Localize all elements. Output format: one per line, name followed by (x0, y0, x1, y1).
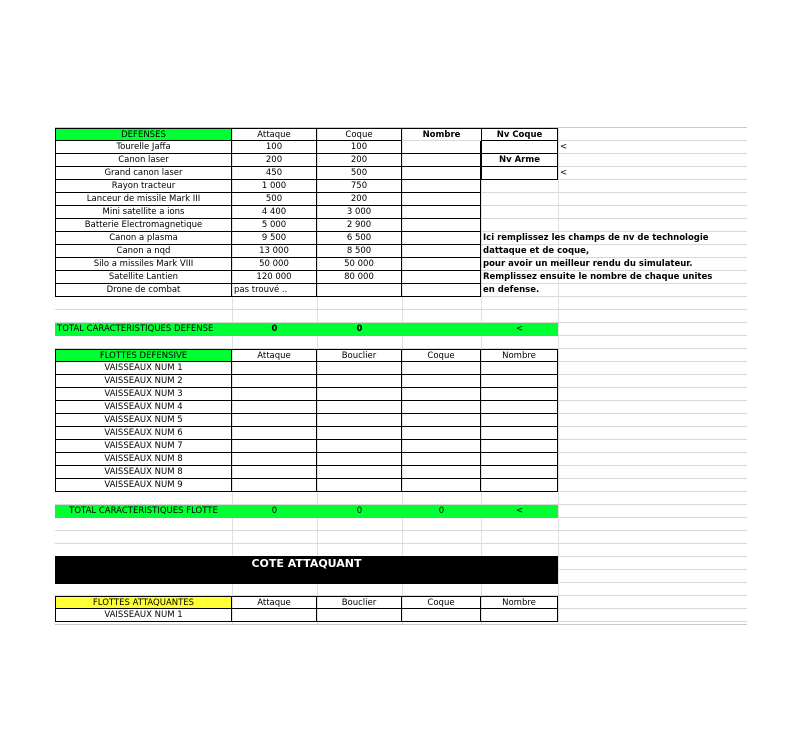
fleet-bouclier-input[interactable] (317, 375, 402, 388)
defense-nombre-input[interactable] (402, 245, 481, 258)
defense-nombre-input[interactable] (402, 232, 481, 245)
defense-name: Drone de combat (55, 284, 232, 297)
total-defense-blank (402, 323, 481, 336)
nv-arme-label: Nv Arme (481, 154, 558, 167)
total-flotte-arrow: < (481, 505, 558, 518)
fleet-bouclier-input[interactable] (317, 466, 402, 479)
fleet-def-name: VAISSEAUX NUM 5 (55, 414, 232, 427)
nombre-header: Nombre (402, 128, 481, 141)
fleet-attaque-input[interactable] (232, 401, 317, 414)
fleet-coque-input[interactable] (402, 375, 481, 388)
total-flotte-bouclier: 0 (317, 505, 402, 518)
defense-coque: 80 000 (317, 271, 402, 284)
note-line: pour avoir un meilleur rendu du simulateur. (483, 259, 693, 269)
defense-header-label: DEFENSES (55, 128, 232, 141)
defense-attaque: 100 (232, 141, 317, 154)
attaque-header: Attaque (232, 128, 317, 141)
defense-row (55, 232, 747, 245)
fleet-nombre-input[interactable] (481, 609, 558, 622)
fleet-coque-input[interactable] (402, 427, 481, 440)
fleet-def-name: VAISSEAUX NUM 8 (55, 453, 232, 466)
fleet-def-header-row (55, 349, 747, 362)
fleet-def-header-label: FLOTTES DEFENSIVE (55, 349, 232, 362)
total-flotte-label: TOTAL CARACTERISTIQUES FLOTTE (55, 505, 232, 518)
attaque-header: Attaque (232, 349, 317, 362)
bouclier-header: Bouclier (317, 596, 402, 609)
defense-coque: 100 (317, 141, 402, 154)
fleet-def-row (55, 414, 747, 427)
defense-nombre-input[interactable] (402, 141, 481, 154)
total-flotte-coque: 0 (402, 505, 481, 518)
fleet-def-row (55, 427, 747, 440)
coque-header: Coque (402, 349, 481, 362)
fleet-coque-input[interactable] (402, 609, 481, 622)
fleet-attaque-input[interactable] (232, 362, 317, 375)
fleet-nombre-input[interactable] (481, 388, 558, 401)
fleet-nombre-input[interactable] (481, 466, 558, 479)
defense-coque (317, 284, 402, 297)
fleet-att-header-row (55, 596, 747, 609)
fleet-attaque-input[interactable] (232, 466, 317, 479)
fleet-nombre-input[interactable] (481, 375, 558, 388)
fleet-coque-input[interactable] (402, 401, 481, 414)
fleet-def-row (55, 466, 747, 479)
fleet-bouclier-input[interactable] (317, 453, 402, 466)
defense-row (55, 284, 747, 297)
total-defense-label: TOTAL CARACTERISTIQUES DEFENSE (55, 323, 232, 336)
defense-row (55, 193, 747, 206)
defense-row (55, 271, 747, 284)
sheet-row (55, 583, 747, 596)
defense-name: Silo a missiles Mark VIII (55, 258, 232, 271)
defense-nombre-input[interactable] (402, 284, 481, 297)
cote-attaquant-banner: COTE ATTAQUANT (55, 556, 558, 584)
fleet-bouclier-input[interactable] (317, 414, 402, 427)
fleet-attaque-input[interactable] (232, 427, 317, 440)
defense-attaque: 5 000 (232, 219, 317, 232)
coque-header: Coque (402, 596, 481, 609)
defense-name: Canon a plasma (55, 232, 232, 245)
total-defense-row (55, 323, 747, 336)
defense-name: Tourelle Jaffa (55, 141, 232, 154)
sheet-row (55, 336, 747, 349)
defense-row (55, 141, 747, 154)
nv-coque-header: Nv Coque (481, 128, 558, 141)
defense-nombre-input[interactable] (402, 193, 481, 206)
defense-row (55, 219, 747, 232)
fleet-nombre-input[interactable] (481, 427, 558, 440)
fleet-attaque-input[interactable] (232, 609, 317, 622)
total-defense-arrow: < (481, 323, 558, 336)
defense-attaque: 50 000 (232, 258, 317, 271)
fleet-def-name: VAISSEAUX NUM 7 (55, 440, 232, 453)
defense-nombre-input[interactable] (402, 258, 481, 271)
total-flotte-attaque: 0 (232, 505, 317, 518)
defense-attaque: 13 000 (232, 245, 317, 258)
fleet-def-name: VAISSEAUX NUM 2 (55, 375, 232, 388)
defense-nombre-input[interactable] (402, 271, 481, 284)
sheet-row (55, 310, 747, 323)
note-line: en defense. (483, 285, 540, 295)
defense-coque: 3 000 (317, 206, 402, 219)
fleet-def-name: VAISSEAUX NUM 4 (55, 401, 232, 414)
nv-arme-input[interactable] (481, 167, 558, 180)
fleet-def-row (55, 440, 747, 453)
fleet-attaque-input[interactable] (232, 453, 317, 466)
fleet-att-name: VAISSEAUX NUM 1 (55, 609, 232, 622)
defense-attaque: 200 (232, 154, 317, 167)
nombre-header: Nombre (481, 596, 558, 609)
fleet-nombre-input[interactable] (481, 414, 558, 427)
defense-header-row (55, 128, 747, 141)
fleet-bouclier-input[interactable] (317, 440, 402, 453)
fleet-def-row (55, 453, 747, 466)
defense-nombre-input[interactable] (402, 206, 481, 219)
defense-attaque: 9 500 (232, 232, 317, 245)
sheet-row (55, 518, 747, 531)
fleet-def-name: VAISSEAUX NUM 3 (55, 388, 232, 401)
total-defense-coque: 0 (317, 323, 402, 336)
fleet-attaque-input[interactable] (232, 440, 317, 453)
defense-attaque: 450 (232, 167, 317, 180)
defense-row (55, 167, 747, 180)
defense-nombre-input[interactable] (402, 167, 481, 180)
defense-coque: 200 (317, 154, 402, 167)
fleet-nombre-input[interactable] (481, 401, 558, 414)
fleet-coque-input[interactable] (402, 453, 481, 466)
defense-coque: 50 000 (317, 258, 402, 271)
defense-coque: 8 500 (317, 245, 402, 258)
defense-coque: 750 (317, 180, 402, 193)
fleet-att-row (55, 609, 747, 622)
defense-row (55, 180, 747, 193)
fleet-def-row (55, 375, 747, 388)
fleet-def-row (55, 479, 747, 492)
fleet-def-row (55, 401, 747, 414)
nv-coque-input[interactable] (481, 141, 558, 154)
defense-coque: 6 500 (317, 232, 402, 245)
defense-row (55, 154, 747, 167)
defense-name: Canon laser (55, 154, 232, 167)
fleet-coque-input[interactable] (402, 414, 481, 427)
defense-name: Canon a nqd (55, 245, 232, 258)
defense-coque: 200 (317, 193, 402, 206)
defense-attaque: 1 000 (232, 180, 317, 193)
defense-name: Batterie Electromagnetique (55, 219, 232, 232)
fleet-attaque-input[interactable] (232, 388, 317, 401)
fleet-def-name: VAISSEAUX NUM 6 (55, 427, 232, 440)
defense-nombre-input[interactable] (402, 180, 481, 193)
fleet-bouclier-input[interactable] (317, 479, 402, 492)
defense-coque: 2 900 (317, 219, 402, 232)
nombre-header: Nombre (481, 349, 558, 362)
arrow-indicator: < (560, 168, 568, 178)
defense-row (55, 245, 747, 258)
defense-row (55, 206, 747, 219)
sheet-row (55, 622, 747, 625)
attaque-header: Attaque (232, 596, 317, 609)
fleet-coque-input[interactable] (402, 479, 481, 492)
fleet-def-name: VAISSEAUX NUM 8 (55, 466, 232, 479)
fleet-bouclier-input[interactable] (317, 362, 402, 375)
fleet-def-row (55, 388, 747, 401)
note-line: dattaque et de coque, (483, 246, 590, 256)
fleet-attaque-input[interactable] (232, 414, 317, 427)
note-line: Ici remplissez les champs de nv de technologie (483, 233, 709, 243)
total-flotte-row (55, 505, 747, 518)
defense-attaque: 500 (232, 193, 317, 206)
fleet-att-header-label: FLOTTES ATTAQUANTES (55, 596, 232, 609)
defense-name: Rayon tracteur (55, 180, 232, 193)
defense-name: Satellite Lantien (55, 271, 232, 284)
fleet-attaque-input[interactable] (232, 375, 317, 388)
sheet-row (55, 297, 747, 310)
fleet-bouclier-input[interactable] (317, 609, 402, 622)
fleet-coque-input[interactable] (402, 388, 481, 401)
fleet-def-row (55, 362, 747, 375)
defense-name: Grand canon laser (55, 167, 232, 180)
bouclier-header: Bouclier (317, 349, 402, 362)
note-line: Remplissez ensuite le nombre de chaque unites (483, 272, 713, 282)
sheet-row (55, 531, 747, 544)
total-defense-attaque: 0 (232, 323, 317, 336)
sheet-row (55, 492, 747, 505)
fleet-nombre-input[interactable] (481, 362, 558, 375)
defense-nombre-input[interactable] (402, 219, 481, 232)
defense-attaque: 4 400 (232, 206, 317, 219)
defense-coque: 500 (317, 167, 402, 180)
defense-attaque: 120 000 (232, 271, 317, 284)
defense-nombre-input[interactable] (402, 154, 481, 167)
defense-name: Lanceur de missile Mark III (55, 193, 232, 206)
fleet-nombre-input[interactable] (481, 453, 558, 466)
fleet-coque-input[interactable] (402, 466, 481, 479)
defense-row (55, 258, 747, 271)
arrow-indicator: < (560, 142, 568, 152)
fleet-nombre-input[interactable] (481, 479, 558, 492)
defense-name: Mini satellite a ions (55, 206, 232, 219)
defense-attaque: pas trouvé .. (232, 284, 317, 297)
fleet-def-name: VAISSEAUX NUM 1 (55, 362, 232, 375)
fleet-bouclier-input[interactable] (317, 427, 402, 440)
fleet-def-name: VAISSEAUX NUM 9 (55, 479, 232, 492)
fleet-coque-input[interactable] (402, 362, 481, 375)
fleet-coque-input[interactable] (402, 440, 481, 453)
fleet-nombre-input[interactable] (481, 440, 558, 453)
fleet-bouclier-input[interactable] (317, 401, 402, 414)
coque-header: Coque (317, 128, 402, 141)
fleet-attaque-input[interactable] (232, 479, 317, 492)
spreadsheet (55, 127, 747, 625)
fleet-bouclier-input[interactable] (317, 388, 402, 401)
